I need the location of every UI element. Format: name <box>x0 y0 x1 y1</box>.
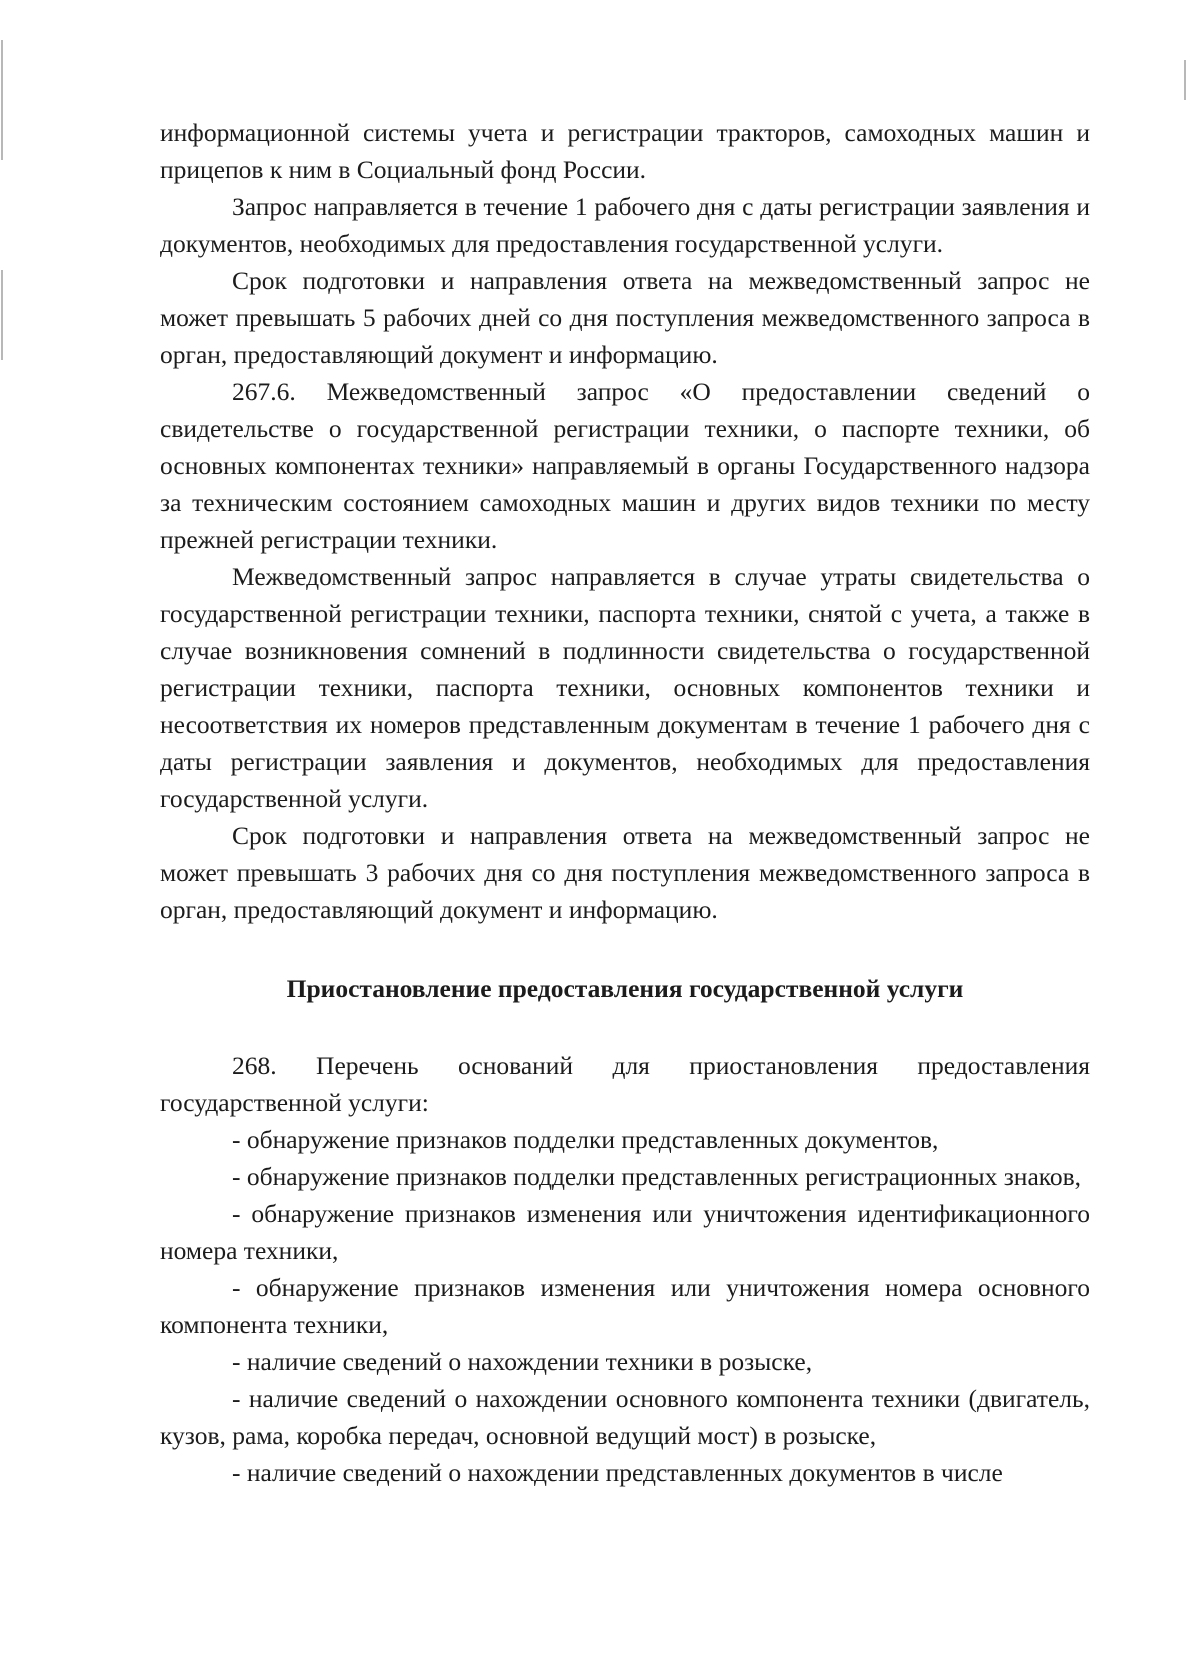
paragraph: Срок подготовки и направления ответа на межведомственный запрос не может превышать 5 рабочих дней со дня поступления межведомственного запроса в орган, предоставляющий документ и информацию. <box>160 266 1090 369</box>
paragraph: 267.6. Межведомственный запрос «О предоставлении сведений о свидетельстве о государственной регистрации техники, о паспорте техники, об основных компонентах техники» направляемый в органы Государственного надзора за техническим состоянием самоходных машин и других видов техники по месту прежней регистрации техники. <box>160 377 1090 554</box>
list-item: - обнаружение признаков подделки представленных документов, <box>232 1125 939 1154</box>
paragraph: Запрос направляется в течение 1 рабочего дня с даты регистрации заявления и документов, необходимых для предоставления государственной услуги. <box>160 192 1090 258</box>
document-body <box>160 114 1090 1491</box>
scan-edge-mark <box>1184 60 1186 100</box>
list-item: - обнаружение признаков изменения или уничтожения номера основного компонента техники, <box>160 1273 1090 1339</box>
list-item: - наличие сведений о нахождении основного компонента техники (двигатель, кузов, рама, коробка передач, основной ведущий мост) в розыске, <box>160 1384 1090 1450</box>
scan-edge-mark <box>1 40 3 160</box>
paragraph: Срок подготовки и направления ответа на межведомственный запрос не может превышать 3 рабочих дня со дня поступления межведомственного запроса в орган, предоставляющий документ и информацию. <box>160 821 1090 924</box>
list-item: - обнаружение признаков подделки представленных регистрационных знаков, <box>232 1162 1082 1191</box>
section-heading: Приостановление предоставления государственной услуги <box>286 974 964 1003</box>
scan-edge-mark <box>1 270 3 360</box>
paragraph: информационной системы учета и регистрации тракторов, самоходных машин и прицепов к ним в Социальный фонд России. <box>160 118 1090 184</box>
list-item: - обнаружение признаков изменения или уничтожения идентификационного номера техники, <box>160 1199 1090 1265</box>
paragraph: Межведомственный запрос направляется в случае утраты свидетельства о государственной регистрации техники, паспорта техники, снятой с учета, а также в случае возникновения сомнений в подлинности свидетельства о государственной регистрации техники, паспорта техники, основных компонентов техники и несоответствия их номеров представленным документам в течение 1 рабочего дня с даты регистрации заявления и документов, необходимых для предоставления государственной услуги. <box>160 562 1090 813</box>
list-item: - наличие сведений о нахождении представленных документов в числе <box>232 1458 1003 1487</box>
paragraph: 268. Перечень оснований для приостановления предоставления государственной услуги: <box>160 1051 1090 1117</box>
list-item: - наличие сведений о нахождении техники в розыске, <box>232 1347 813 1376</box>
